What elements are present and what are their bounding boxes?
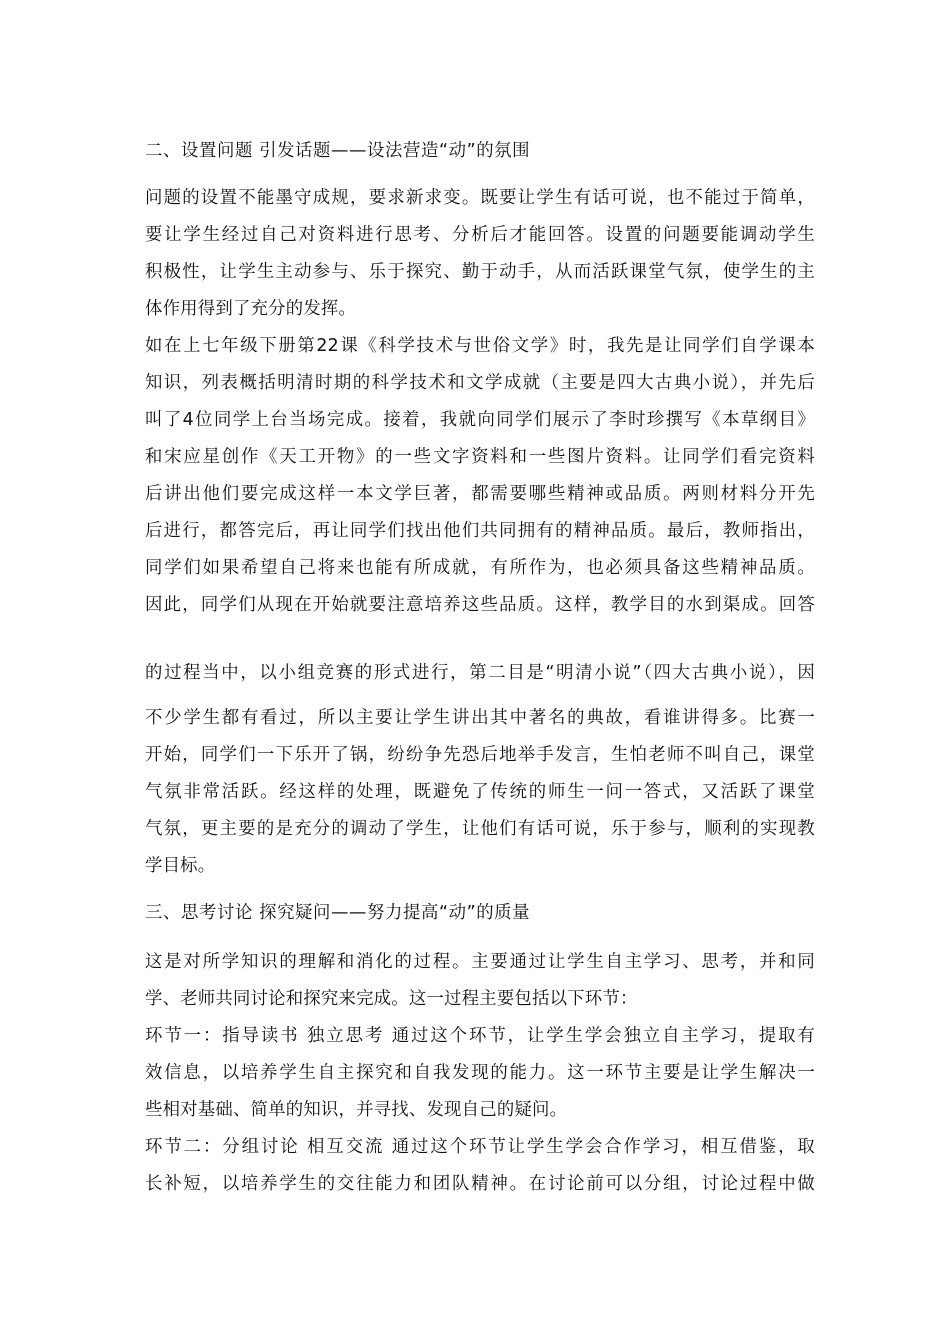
paragraph-line: 因此，同学们从现在开始就要注意培养这些品质。这样，教学目的水到渠成。回答 bbox=[145, 595, 815, 615]
paragraph-line: 效信息，以培养学生自主探究和自我发现的能力。这一环节主要是让学生解决一 bbox=[145, 1063, 815, 1083]
paragraph-line: 后进行，都答完后，再让同学们找出他们共同拥有的精神品质。最后，教师指出， bbox=[145, 521, 815, 541]
section-heading-3: 三、思考讨论 探究疑问——努力提高“动”的质量 bbox=[145, 903, 531, 923]
paragraph-line: 如在上七年级下册第22课《科学技术与世俗文学》时，我先是让同学们自学课本 bbox=[145, 336, 815, 356]
paragraph-line: 长补短，以培养学生的交往能力和团队精神。在讨论前可以分组，讨论过程中做 bbox=[145, 1174, 815, 1194]
paragraph-line: 要让学生经过自己对资料进行思考、分析后才能回答。设置的问题要能调动学生 bbox=[145, 225, 815, 245]
paragraph-line: 体作用得到了充分的发挥。 bbox=[145, 299, 357, 319]
paragraph-line: 和宋应星创作《天工开物》的一些文字资料和一些图片资料。让同学们看完资料 bbox=[145, 447, 815, 467]
paragraph-line: 学、老师共同讨论和探究来完成。这一过程主要包括以下环节： bbox=[145, 989, 638, 1009]
paragraph-line: 积极性，让学生主动参与、乐于探究、勤于动手，从而活跃课堂气氛，使学生的主 bbox=[145, 262, 815, 282]
paragraph-line: 同学们如果希望自己将来也能有所成就，有所作为，也必须具备这些精神品质。 bbox=[145, 558, 815, 578]
paragraph-line: 问题的设置不能墨守成规，要求新求变。既要让学生有话可说，也不能过于简单， bbox=[145, 188, 815, 208]
paragraph-line: 学目标。 bbox=[145, 856, 216, 876]
paragraph-line: 这是对所学知识的理解和消化的过程。主要通过让学生自主学习、思考，并和同 bbox=[145, 952, 815, 972]
paragraph-line: 环节一：指导读书 独立思考 通过这个环节，让学生学会独立自主学习，提取有 bbox=[145, 1026, 815, 1046]
paragraph-line: 开始，同学们一下乐开了锅，纷纷争先恐后地举手发言，生怕老师不叫自己，课堂 bbox=[145, 745, 815, 765]
paragraph-line: 叫了4位同学上台当场完成。接着，我就向同学们展示了李时珍撰写《本草纲目》 bbox=[145, 410, 815, 430]
paragraph-line: 不少学生都有看过，所以主要让学生讲出其中著名的典故，看谁讲得多。比赛一 bbox=[145, 708, 815, 728]
paragraph-line: 气氛非常活跃。经这样的处理，既避免了传统的师生一问一答式，又活跃了课堂 bbox=[145, 782, 815, 802]
section-heading-2: 二、设置问题 引发话题——设法营造“动”的氛围 bbox=[145, 141, 531, 161]
paragraph-line: 后讲出他们要完成这样一本文学巨著，都需要哪些精神或品质。两则材料分开先 bbox=[145, 484, 815, 504]
paragraph-line: 气氛，更主要的是充分的调动了学生，让他们有话可说，乐于参与，顺利的实现教 bbox=[145, 819, 815, 839]
paragraph-line: 知识，列表概括明清时期的科学技术和文学成就（主要是四大古典小说），并先后 bbox=[145, 373, 815, 393]
paragraph-line: 环节二：分组讨论 相互交流 通过这个环节让学生学会合作学习，相互借鉴，取 bbox=[145, 1137, 815, 1157]
paragraph-line: 些相对基础、简单的知识，并寻找、发现自己的疑问。 bbox=[145, 1100, 568, 1120]
paragraph-line: 的过程当中，以小组竞赛的形式进行，第二目是“明清小说”（四大古典小说），因 bbox=[145, 663, 815, 683]
